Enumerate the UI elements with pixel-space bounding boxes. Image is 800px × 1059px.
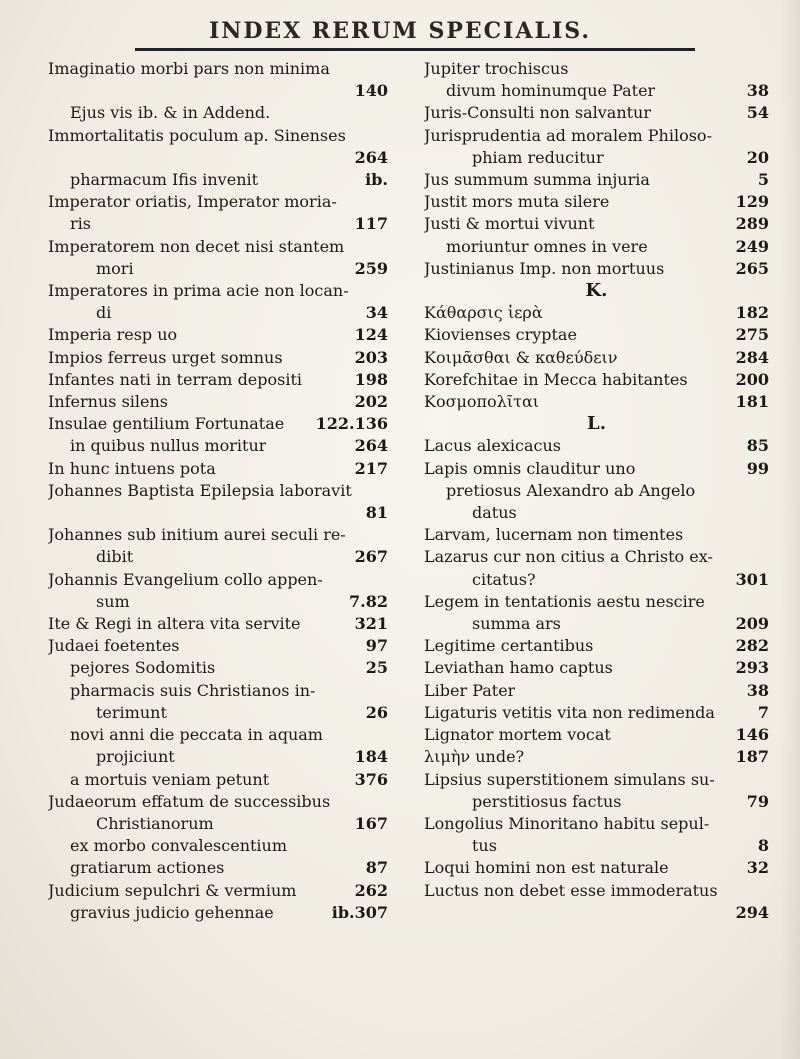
index-entry: [424, 591, 769, 613]
index-entry-text: λιμὴν unde?: [424, 747, 525, 767]
index-entry-text: Lipsius superstitionem simulans su-: [424, 769, 715, 789]
index-page-number: 200: [735, 369, 769, 389]
index-entry: [48, 835, 388, 857]
index-entry-text: gratiarum actiones: [70, 858, 225, 878]
index-page-number: 26: [365, 702, 388, 722]
index-page-number: 264: [354, 147, 388, 167]
index-page-number: 264: [354, 436, 388, 456]
index-entry-text: Immortalitatis poculum ap. Sinenses: [48, 125, 346, 145]
index-entry-text: Johannis Evangelium collo appen-: [48, 569, 323, 589]
index-entry: [48, 213, 388, 235]
index-entry-text: Jurisprudentia ad moralem Philoso-: [424, 125, 712, 145]
index-page-number: 167: [354, 813, 388, 833]
index-entry: [424, 635, 769, 657]
index-entry-text: ris: [70, 214, 91, 234]
index-entry-text: divum hominumque Pater: [446, 81, 656, 101]
index-page-number: 8: [757, 836, 769, 856]
index-entry-text: Imperator oriatis, Imperator moria-: [48, 192, 337, 212]
index-page-number: 124: [354, 325, 388, 345]
index-entry: [424, 302, 769, 324]
index-entry-text: Korefchitae in Mecca habitantes: [424, 369, 688, 389]
index-page-number: ib.: [365, 170, 388, 190]
index-entry: [424, 680, 769, 702]
index-page-number: 140: [354, 81, 388, 101]
index-entry: [48, 680, 388, 702]
index-entry-text: Justinianus Imp. non mortuus: [424, 258, 665, 278]
index-entry: [424, 169, 769, 191]
index-entry-text: Imperatores in prima acie non locan-: [48, 281, 349, 301]
index-page-number: 38: [746, 680, 769, 700]
index-entry-text: Legem in tentationis aestu nescire: [424, 591, 705, 611]
index-entry: [424, 746, 769, 768]
index-page-number: 34: [365, 303, 388, 323]
index-page-number: 249: [735, 236, 769, 256]
index-page-number: 5: [757, 170, 769, 190]
index-entry-text: sum: [96, 591, 130, 611]
index-entry: [48, 169, 388, 191]
index-entry: [48, 435, 388, 457]
index-entry: [424, 524, 769, 546]
index-page-number: 87: [365, 858, 388, 878]
index-entry: [424, 724, 769, 746]
index-entry: [48, 746, 388, 768]
index-page-number: 38: [746, 81, 769, 101]
index-entry: [424, 480, 769, 502]
index-page-number: 198: [354, 369, 388, 389]
index-entry: [48, 324, 388, 346]
index-entry: [48, 502, 388, 524]
index-page-number: 209: [735, 614, 769, 634]
index-entry-text: Κοιμᾶσθαι & καθεύδειν: [424, 347, 618, 367]
index-entry: [48, 191, 388, 213]
index-entry-text: phiam reducitur: [472, 147, 604, 167]
right-column: [424, 58, 769, 924]
index-entry-text: in quibus nullus moritur: [70, 436, 267, 456]
index-page-number: 376: [354, 769, 388, 789]
index-entry-text: pharmacum Ifis invenit: [70, 170, 259, 190]
index-entry: [424, 236, 769, 258]
index-entry-text: Johannes Baptista Epilepsia laboravit: [48, 480, 352, 500]
index-entry: [48, 769, 388, 791]
index-page-number: 259: [354, 258, 388, 278]
index-entry-text: Ite & Regi in altera vita servite: [48, 614, 301, 634]
index-entry-text: di: [96, 303, 112, 323]
index-page-number: 321: [354, 614, 388, 634]
index-page-number: 97: [365, 636, 388, 656]
index-entry-text: pretiosus Alexandro ab Angelo: [446, 480, 696, 500]
index-page-number: 182: [735, 303, 769, 323]
index-page-number: 129: [735, 192, 769, 212]
index-entry-text: Lacus alexicacus: [424, 436, 561, 456]
index-entry: [424, 80, 769, 102]
index-entry-text: datus: [472, 503, 517, 523]
index-entry-text: Liber Pater: [424, 680, 516, 700]
index-entry-text: perstitiosus factus: [472, 791, 622, 811]
index-entry: [48, 880, 388, 902]
index-entry: [48, 569, 388, 591]
index-entry: [424, 324, 769, 346]
index-entry: [48, 635, 388, 657]
index-entry: [48, 657, 388, 679]
index-page-number: 7.82: [349, 591, 388, 611]
index-entry: [48, 369, 388, 391]
index-page-number: 79: [746, 791, 769, 811]
index-entry: [48, 302, 388, 324]
index-entry: [424, 880, 769, 902]
index-entry-text: pharmacis suis Christianos in-: [70, 680, 316, 700]
index-entry: [48, 58, 388, 80]
index-entry: [48, 125, 388, 147]
index-entry-text: Leviathan hamo captus: [424, 658, 613, 678]
index-page-number: 262: [354, 880, 388, 900]
index-entry-text: summa ars: [472, 614, 561, 634]
index-entry: [424, 569, 769, 591]
index-entry-text: Insulae gentilium Fortunatae: [48, 414, 285, 434]
index-entry: [48, 236, 388, 258]
index-entry: [424, 835, 769, 857]
index-page-number: 99: [746, 458, 769, 478]
index-page-number: 187: [735, 747, 769, 767]
left-column: [48, 58, 388, 924]
index-page-number: 122.136: [315, 414, 388, 434]
index-entry: [424, 857, 769, 879]
index-entry-text: Christianorum: [96, 813, 214, 833]
index-page-number: 282: [735, 636, 769, 656]
index-entry: [424, 546, 769, 568]
index-entry: [424, 147, 769, 169]
index-entry: [424, 613, 769, 635]
index-entry: [48, 280, 388, 302]
index-entry-text: Larvam, lucernam non timentes: [424, 525, 684, 545]
index-entry-text: Loqui homini non est naturale: [424, 858, 669, 878]
index-entry: [48, 546, 388, 568]
index-page-number: 7: [757, 702, 769, 722]
index-entry-text: terimunt: [96, 702, 167, 722]
index-entry: [424, 391, 769, 413]
index-entry-text: dibit: [96, 547, 134, 567]
index-entry-text: Judicium sepulchri & vermium: [48, 880, 297, 900]
index-entry-text: Imaginatio morbi pars non minima: [48, 59, 330, 78]
index-entry-text: pejores Sodomitis: [70, 658, 216, 678]
index-entry-text: Lapis omnis clauditur uno: [424, 458, 636, 478]
index-entry: [424, 791, 769, 813]
index-page-number: 81: [365, 503, 388, 523]
index-entry-text: projiciunt: [96, 747, 175, 767]
index-entry-text: tus: [472, 836, 497, 856]
index-page-number: 294: [735, 902, 769, 922]
index-entry: [48, 347, 388, 369]
index-entry: [424, 213, 769, 235]
index-entry: [424, 102, 769, 124]
index-entry: [48, 413, 388, 435]
index-entry: [424, 369, 769, 391]
index-page-number: 265: [735, 258, 769, 278]
index-entry-text: Kiovienses cryptae: [424, 325, 577, 345]
index-entry: [424, 657, 769, 679]
index-entry-text: novi anni die peccata in aquam: [70, 725, 323, 745]
index-entry: [424, 58, 769, 80]
index-entry-text: Justit mors muta silere: [424, 192, 610, 212]
index-page-number: 217: [354, 458, 388, 478]
index-entry-text: Κοσμοπολῖται: [424, 392, 540, 412]
index-entry: [424, 258, 769, 280]
index-entry: [48, 391, 388, 413]
index-entry: [48, 80, 388, 102]
index-entry: [424, 813, 769, 835]
index-entry-text: Imperia resp uo: [48, 325, 178, 345]
index-page-number: 275: [735, 325, 769, 345]
index-entry-text: Impios ferreus urget somnus: [48, 347, 283, 367]
index-entry-text: Judaei foetentes: [48, 636, 180, 656]
index-entry-text: Imperatorem non decet nisi stantem: [48, 236, 345, 256]
index-entry: [48, 102, 388, 124]
index-entry-text: Ligaturis vetitis vita non redimenda: [424, 702, 715, 722]
index-letter-heading: [424, 413, 769, 435]
index-entry-text: moriuntur omnes in vere: [446, 236, 648, 256]
index-entry: [48, 724, 388, 746]
index-entry: [48, 458, 388, 480]
index-page-number: 289: [735, 214, 769, 234]
index-entry-text: Lignator mortem vocat: [424, 725, 611, 745]
index-page-number: 181: [735, 392, 769, 412]
index-page-number: 54: [746, 103, 769, 123]
index-entry: [424, 702, 769, 724]
index-page-number: 85: [746, 436, 769, 456]
index-entry: [48, 147, 388, 169]
index-entry-text: K.: [585, 280, 608, 302]
index-entry-text: In hunc intuens pota: [48, 458, 216, 478]
index-entry: [48, 613, 388, 635]
index-entry: [48, 480, 388, 502]
index-entry-text: Infernus silens: [48, 392, 168, 412]
index-page-number: 20: [746, 147, 769, 167]
index-entry-text: Juris-Consulti non salvantur: [424, 103, 652, 123]
index-page-number: 284: [735, 347, 769, 367]
index-entry: [48, 791, 388, 813]
index-entry-text: Jus summum summa injuria: [424, 170, 650, 190]
index-entry-text: ex morbo convalescentium: [70, 836, 288, 856]
index-entry-text: mori: [96, 258, 134, 278]
index-entry: [48, 591, 388, 613]
index-entry: [424, 435, 769, 457]
index-entry: [424, 502, 769, 524]
index-entry-text: Justi & mortui vivunt: [424, 214, 595, 234]
page-header: INDEX RERUM SPECIALIS.: [208, 18, 592, 44]
index-entry: [48, 524, 388, 546]
index-entry: [424, 191, 769, 213]
index-entry: [424, 769, 769, 791]
index-entry-text: Luctus non debet esse immoderatus: [424, 880, 718, 900]
index-entry: [424, 125, 769, 147]
index-entry-text: Ejus vis ib. & in Addend.: [70, 103, 271, 123]
index-page-number: 32: [746, 858, 769, 878]
index-entry-text: citatus?: [472, 569, 536, 589]
index-entry-text: gravius judicio gehennae: [70, 902, 274, 922]
index-entry-text: a mortuis veniam petunt: [70, 769, 270, 789]
index-entry-text: Jupiter trochiscus: [424, 59, 569, 78]
index-page-number: 202: [354, 392, 388, 412]
index-entry-text: L.: [587, 413, 606, 435]
index-page-number: 203: [354, 347, 388, 367]
index-entry-text: Longolius Minoritano habitu sepul-: [424, 813, 710, 833]
index-entry: [48, 857, 388, 879]
index-entry: [48, 813, 388, 835]
index-entry-text: Legitime certantibus: [424, 636, 594, 656]
index-page-number: 293: [735, 658, 769, 678]
index-page-number: 25: [365, 658, 388, 678]
index-page-number: 184: [354, 747, 388, 767]
index-letter-heading: [424, 280, 769, 302]
header-rule: [135, 48, 695, 51]
index-entry: [48, 258, 388, 280]
index-entry: [424, 902, 769, 924]
index-page-number: 117: [354, 214, 388, 234]
page-edge-shadow: [780, 0, 800, 1059]
index-entry-text: Judaeorum effatum de successibus: [48, 791, 331, 811]
index-page-number: 267: [354, 547, 388, 567]
index-entry: [48, 902, 388, 924]
index-entry: [424, 458, 769, 480]
index-page-number: 146: [735, 725, 769, 745]
index-entry: [48, 702, 388, 724]
index-page-number: ib.307: [331, 902, 388, 922]
index-entry: [424, 347, 769, 369]
index-entry-text: Infantes nati in terram depositi: [48, 369, 303, 389]
index-entry-text: Johannes sub initium aurei seculi re-: [48, 525, 346, 545]
index-entry-text: Lazarus cur non citius a Christo ex-: [424, 547, 713, 567]
index-page-number: 301: [735, 569, 769, 589]
index-entry-text: Κάθαρσις ἱερὰ: [424, 303, 543, 323]
